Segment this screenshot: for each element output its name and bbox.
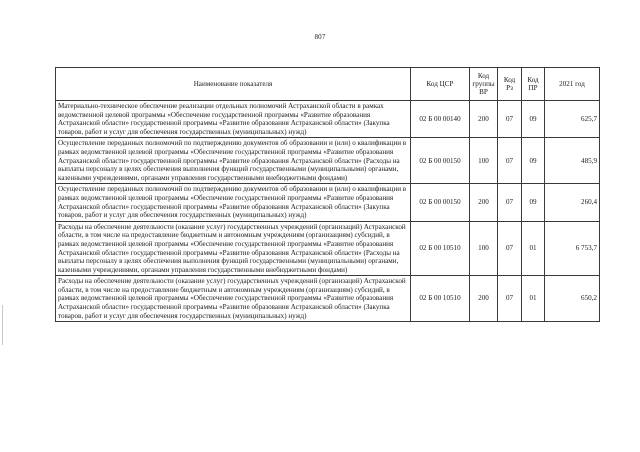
pr-code: 01 bbox=[522, 221, 545, 276]
pr-code: 09 bbox=[522, 138, 545, 184]
header-rz-code: Код Рз bbox=[498, 68, 522, 101]
vr-code: 200 bbox=[470, 276, 498, 322]
pr-code: 09 bbox=[522, 101, 545, 138]
header-year-2021: 2021 год bbox=[545, 68, 600, 101]
indicator-name: Материально-техническое обеспечение реализации отдельных полномочий Астраханской области в рамках ведомственной целевой программы «Обеспечение государственной программы «Развитие образования Астраханской области» государственной программы «Развитие образования Астраханской области» (Закупка товаров, работ и услуг для обеспечения государственных (муниципальных) нужд) bbox=[56, 101, 411, 138]
csr-code: 02 Б 00 10510 bbox=[411, 221, 470, 276]
vr-code: 100 bbox=[470, 138, 498, 184]
header-vr-code: Код группы ВР bbox=[470, 68, 498, 101]
header-pr-code: Код ПР bbox=[522, 68, 545, 101]
indicator-name: Осуществление переданных полномочий по подтверждению документов об образовании и (или) о квалификации в рамках ведомственной целевой программы «Обеспечение государственной программы «Развитие образования Астраханской области» государственной программы «Развитие образования Астраханской области» (Закупка товаров, работ и услуг для обеспечения государственных (муниципальных) нужд) bbox=[56, 184, 411, 221]
header-indicator-name: Наименование показателя bbox=[56, 68, 411, 101]
scan-edge-mark bbox=[2, 305, 3, 345]
rz-code: 07 bbox=[498, 221, 522, 276]
amount-2021: 485,9 bbox=[545, 138, 600, 184]
csr-code: 02 Б 00 00150 bbox=[411, 138, 470, 184]
table-row bbox=[56, 184, 600, 221]
table-row bbox=[56, 276, 600, 322]
rz-code: 07 bbox=[498, 101, 522, 138]
csr-code: 02 Б 00 00150 bbox=[411, 184, 470, 221]
amount-2021: 260,4 bbox=[545, 184, 600, 221]
vr-code: 100 bbox=[470, 221, 498, 276]
pr-code: 09 bbox=[522, 184, 545, 221]
table-header-row bbox=[56, 68, 600, 101]
vr-code: 200 bbox=[470, 184, 498, 221]
amount-2021: 650,2 bbox=[545, 276, 600, 322]
csr-code: 02 Б 00 00140 bbox=[411, 101, 470, 138]
table-row bbox=[56, 221, 600, 276]
table-row bbox=[56, 101, 600, 138]
indicator-name: Расходы на обеспечение деятельности (оказание услуг) государственных учреждений (организаций) Астраханской области, в том числе на предоставление бюджетным и автономным учреждениям (организациям) субсидий, в рамках ведомственной целевой программы «Обеспечение государственной программы «Развитие образования Астраханской области» государственной программы «Развитие образования Астраханской области» (Расходы на выплаты персоналу в целях обеспечения выполнения функций государственными (муниципальными) органами, казенными учреждениями, органами управления государственными внебюджетными фондами) bbox=[56, 221, 411, 276]
rz-code: 07 bbox=[498, 276, 522, 322]
indicator-name: Расходы на обеспечение деятельности (оказание услуг) государственных учреждений (организаций) Астраханской области, в том числе на предоставление бюджетным и автономным учреждениям (организациям) субсидий, в рамках ведомственной целевой программы «Обеспечение государственной программы «Развитие образования Астраханской области» государственной программы «Развитие образования Астраханской области» (Закупка товаров, работ и услуг для обеспечения государственных (муниципальных) нужд) bbox=[56, 276, 411, 322]
page-number: 807 bbox=[314, 33, 326, 41]
csr-code: 02 Б 00 10510 bbox=[411, 276, 470, 322]
amount-2021: 6 753,7 bbox=[545, 221, 600, 276]
pr-code: 01 bbox=[522, 276, 545, 322]
vr-code: 200 bbox=[470, 101, 498, 138]
header-csr-code: Код ЦСР bbox=[411, 68, 470, 101]
budget-table bbox=[55, 67, 600, 322]
table-row bbox=[56, 138, 600, 184]
indicator-name: Осуществление переданных полномочий по подтверждению документов об образовании и (или) о квалификации в рамках ведомственной целевой программы «Обеспечение государственной программы «Развитие образования Астраханской области» государственной программы «Развитие образования Астраханской области» (Расходы на выплаты персоналу в целях обеспечения выполнения функций государственными (муниципальными) органами, казенными учреждениями, органами управления государственными внебюджетными фондами) bbox=[56, 138, 411, 184]
rz-code: 07 bbox=[498, 138, 522, 184]
amount-2021: 625,7 bbox=[545, 101, 600, 138]
rz-code: 07 bbox=[498, 184, 522, 221]
